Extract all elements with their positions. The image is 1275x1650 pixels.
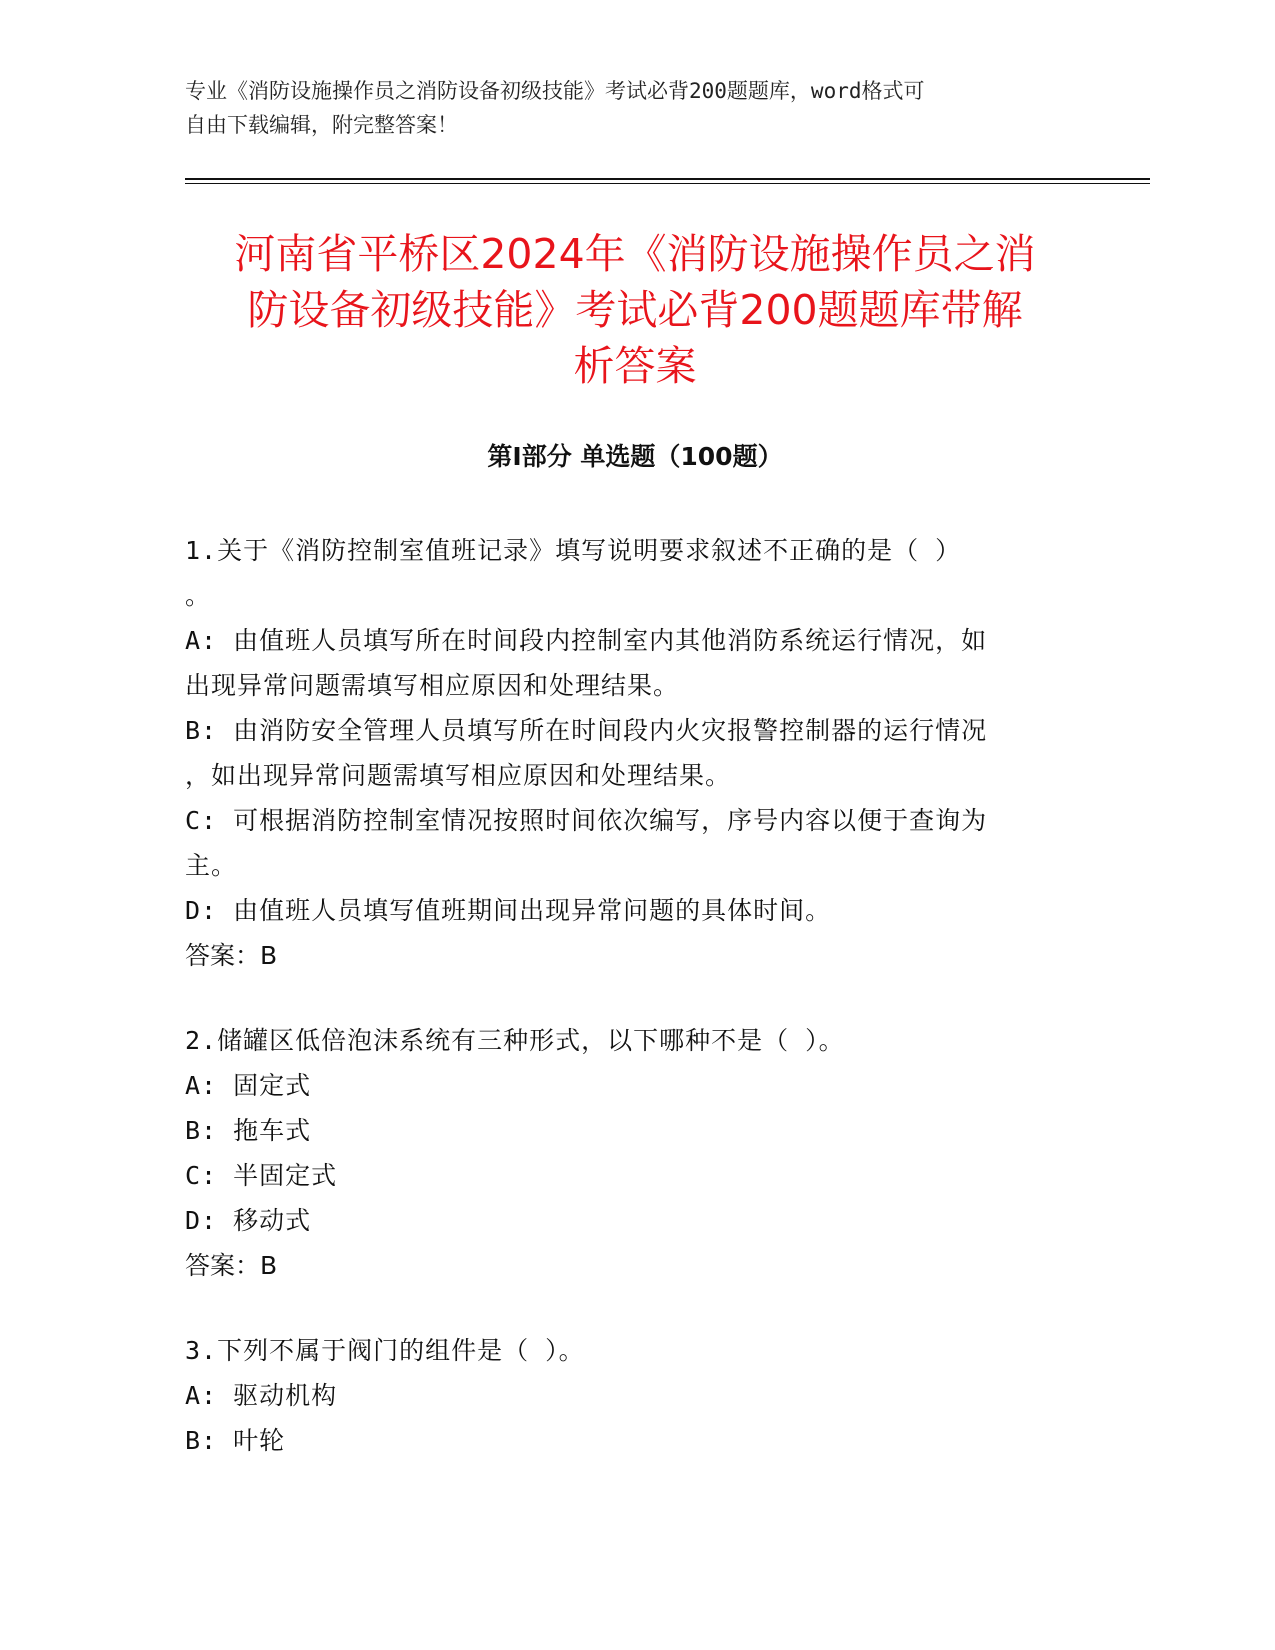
document-title-line: 防设备初级技能》考试必背200题题库带解 <box>247 286 1023 334</box>
section-title: 第I部分 单选题（100题） <box>487 442 783 471</box>
option-d: D: 移动式 <box>185 1206 312 1235</box>
header-note-line: 自由下载编辑，附完整答案！ <box>185 113 458 137</box>
option-b: ，如出现异常问题需填写相应原因和处理结果。 <box>185 761 732 790</box>
question-stem: 3.下列不属于阀门的组件是（ ）。 <box>185 1336 585 1365</box>
question-item <box>185 528 1075 978</box>
option-b: B: 拖车式 <box>185 1116 312 1145</box>
option-a: 出现异常问题需填写相应原因和处理结果。 <box>185 671 680 700</box>
question-stem: 2.储罐区低倍泡沫系统有三种形式，以下哪种不是（ ）。 <box>185 1026 845 1055</box>
option-c: 主。 <box>185 851 238 880</box>
option-a: A: 驱动机构 <box>185 1381 338 1410</box>
header-note-line: 专业《消防设施操作员之消防设备初级技能》考试必背200题题库，word格式可 <box>185 79 925 103</box>
question-list <box>185 528 1075 1503</box>
answer-line: 答案：B <box>185 1251 278 1280</box>
option-a: A: 由值班人员填写所在时间段内控制室内其他消防系统运行情况，如 <box>185 626 988 655</box>
document-title <box>185 226 1085 394</box>
option-d: D: 由值班人员填写值班期间出现异常问题的具体时间。 <box>185 896 832 925</box>
question-item <box>185 1018 1075 1288</box>
question-stem: 1.关于《消防控制室值班记录》填写说明要求叙述不正确的是（ ） <box>185 536 962 565</box>
document-title-line: 河南省平桥区2024年《消防设施操作员之消 <box>234 230 1036 278</box>
header-note <box>185 74 1065 142</box>
answer-line: 答案：B <box>185 941 278 970</box>
option-a: A: 固定式 <box>185 1071 312 1100</box>
header-divider-thin <box>185 183 1150 184</box>
question-item <box>185 1328 1075 1463</box>
question-stem: 。 <box>185 581 212 610</box>
header-divider-thick <box>185 178 1150 180</box>
option-c: C: 可根据消防控制室情况按照时间依次编写，序号内容以便于查询为 <box>185 806 988 835</box>
option-b: B: 由消防安全管理人员填写所在时间段内火灾报警控制器的运行情况 <box>185 716 988 745</box>
option-b: B: 叶轮 <box>185 1426 286 1455</box>
option-c: C: 半固定式 <box>185 1161 338 1190</box>
document-title-line: 析答案 <box>573 342 697 390</box>
